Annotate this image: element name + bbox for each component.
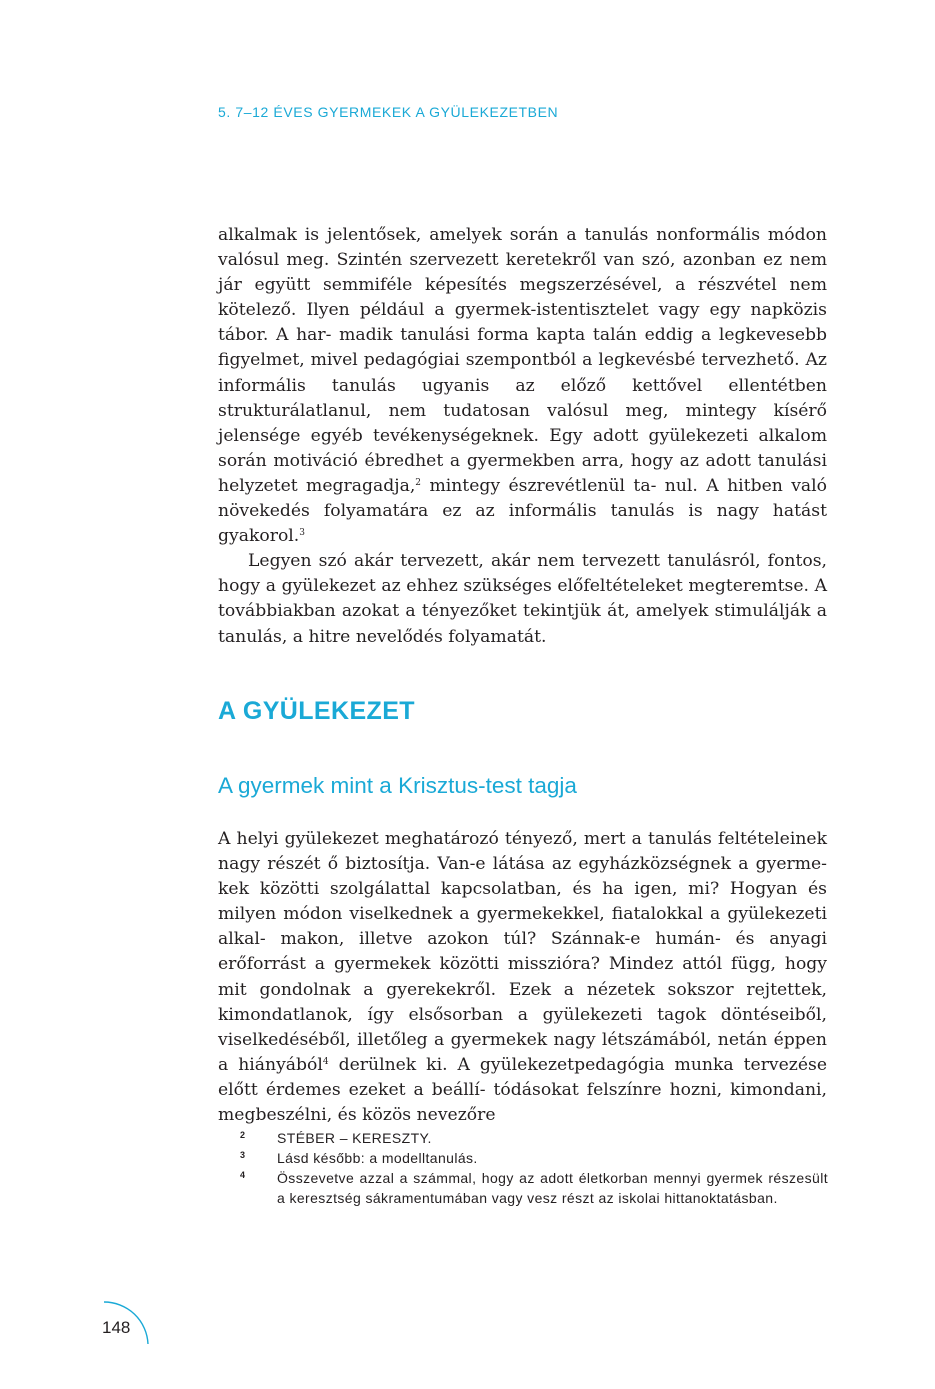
body-text-section-1 [218, 223, 827, 650]
footnote-ref-2: 2 [415, 477, 422, 488]
footnotes [240, 1128, 828, 1208]
footnote [240, 1148, 828, 1168]
section-heading: A GYÜLEKEZET [218, 697, 415, 725]
running-header: 5. 7–12 ÉVES GYERMEKEK A GYÜLEKEZETBEN [218, 104, 559, 120]
body-text-section-2 [218, 827, 827, 1128]
paragraph-2: Legyen szó akár tervezett, akár nem tervezett tanulásról, fontos, hogy a gyülekezet az ehhez szükséges előfeltételeket megteremtse. A továbbiakban azokat a tényezőket tekintjük át, amelyek stimulálják a tanulás, a hitre nevelődés folyamatát. [218, 551, 827, 647]
footnote [240, 1128, 828, 1148]
paragraph-1: alkalmak is jelentősek, amelyek során a tanulás nonformális módon valósul meg. Szintén szervezett keretekről van szó, azonban ez nem jár együtt semmiféle képesítés megszerzésével, a részvétel nem kötelező. Ilyen például a gyermek-istentisztelet vagy egy napközis tábor. A har- madik tanulási forma kapta talán eddig a legkevesebb figyelmet, mivel pedagógiai szempontból a legkevésbé tervezhető. Az informális tanulás ugyanis az előző kettővel ellentétben strukturálatlanul, nem tudatosan valósul meg, mintegy kísérő jelensége egyéb tevékenységeknek. Egy adott gyülekezeti alkalom során motiváció ébredhet a gyermekben arra, hogy az adott tanulási helyzetet megragadja,$^2$ mintegy észrevétlenül ta- nul. A hitben való növekedés folyamatára ez az informális tanulás is nagy hatást gyakorol.$^3$ [218, 225, 828, 547]
footnote-ref-3: 3 [299, 528, 305, 539]
footnote [240, 1168, 828, 1208]
footnote-ref-4: 4 [322, 1056, 329, 1067]
footnote-number: 3 [240, 1150, 246, 1160]
footnote-number: 2 [240, 1130, 246, 1140]
page-number: 148 [102, 1318, 131, 1337]
footnote-text: Összevetve azzal a számmal, hogy az adott életkorban mennyi gyermek részesült a keresztség sákramentumában vagy vesz részt az iskolai hittanoktatásban. [277, 1170, 828, 1206]
footnote-text: STÉBER – KERESZTY. [277, 1130, 432, 1146]
footnote-text: Lásd később: a modelltanulás. [277, 1150, 478, 1166]
footnote-number: 4 [240, 1170, 246, 1180]
section-subheading: A gyermek mint a Krisztus-test tagja [218, 773, 577, 798]
paragraph-3: A helyi gyülekezet meghatározó tényező, mert a tanulás feltételeinek nagy részét ő biztosítja. Van-e látása az egyházközségnek a gyerme- kek közötti szolgálattal kapcsolatban, és ha igen, mi? Hogyan és milyen módon viselkednek a gyermekekkel, fiatalokkal a gyülekezeti alkal- makon, illetve azokon túl? Szánnak-e humán- és anyagi erőforrást a gyermekek közötti misszióra? Mindez attól függ, hogy mit gondolnak a gyerekekről. Ezek a nézetek sokszor rejtettek, kimondatlanok, így elsősorban a gyülekezeti tagok döntéseiből, viselkedéséből, illetőleg a gyermekek nagy létszámából, netán éppen a hiányából$^4$ derülnek ki. A gyülekezetpedagógia munka tervezése előtt érdemes ezeket a beállí- tódásokat felszínre hozni, kimondani, megbeszélni, és közös nevezőre [218, 829, 828, 1126]
